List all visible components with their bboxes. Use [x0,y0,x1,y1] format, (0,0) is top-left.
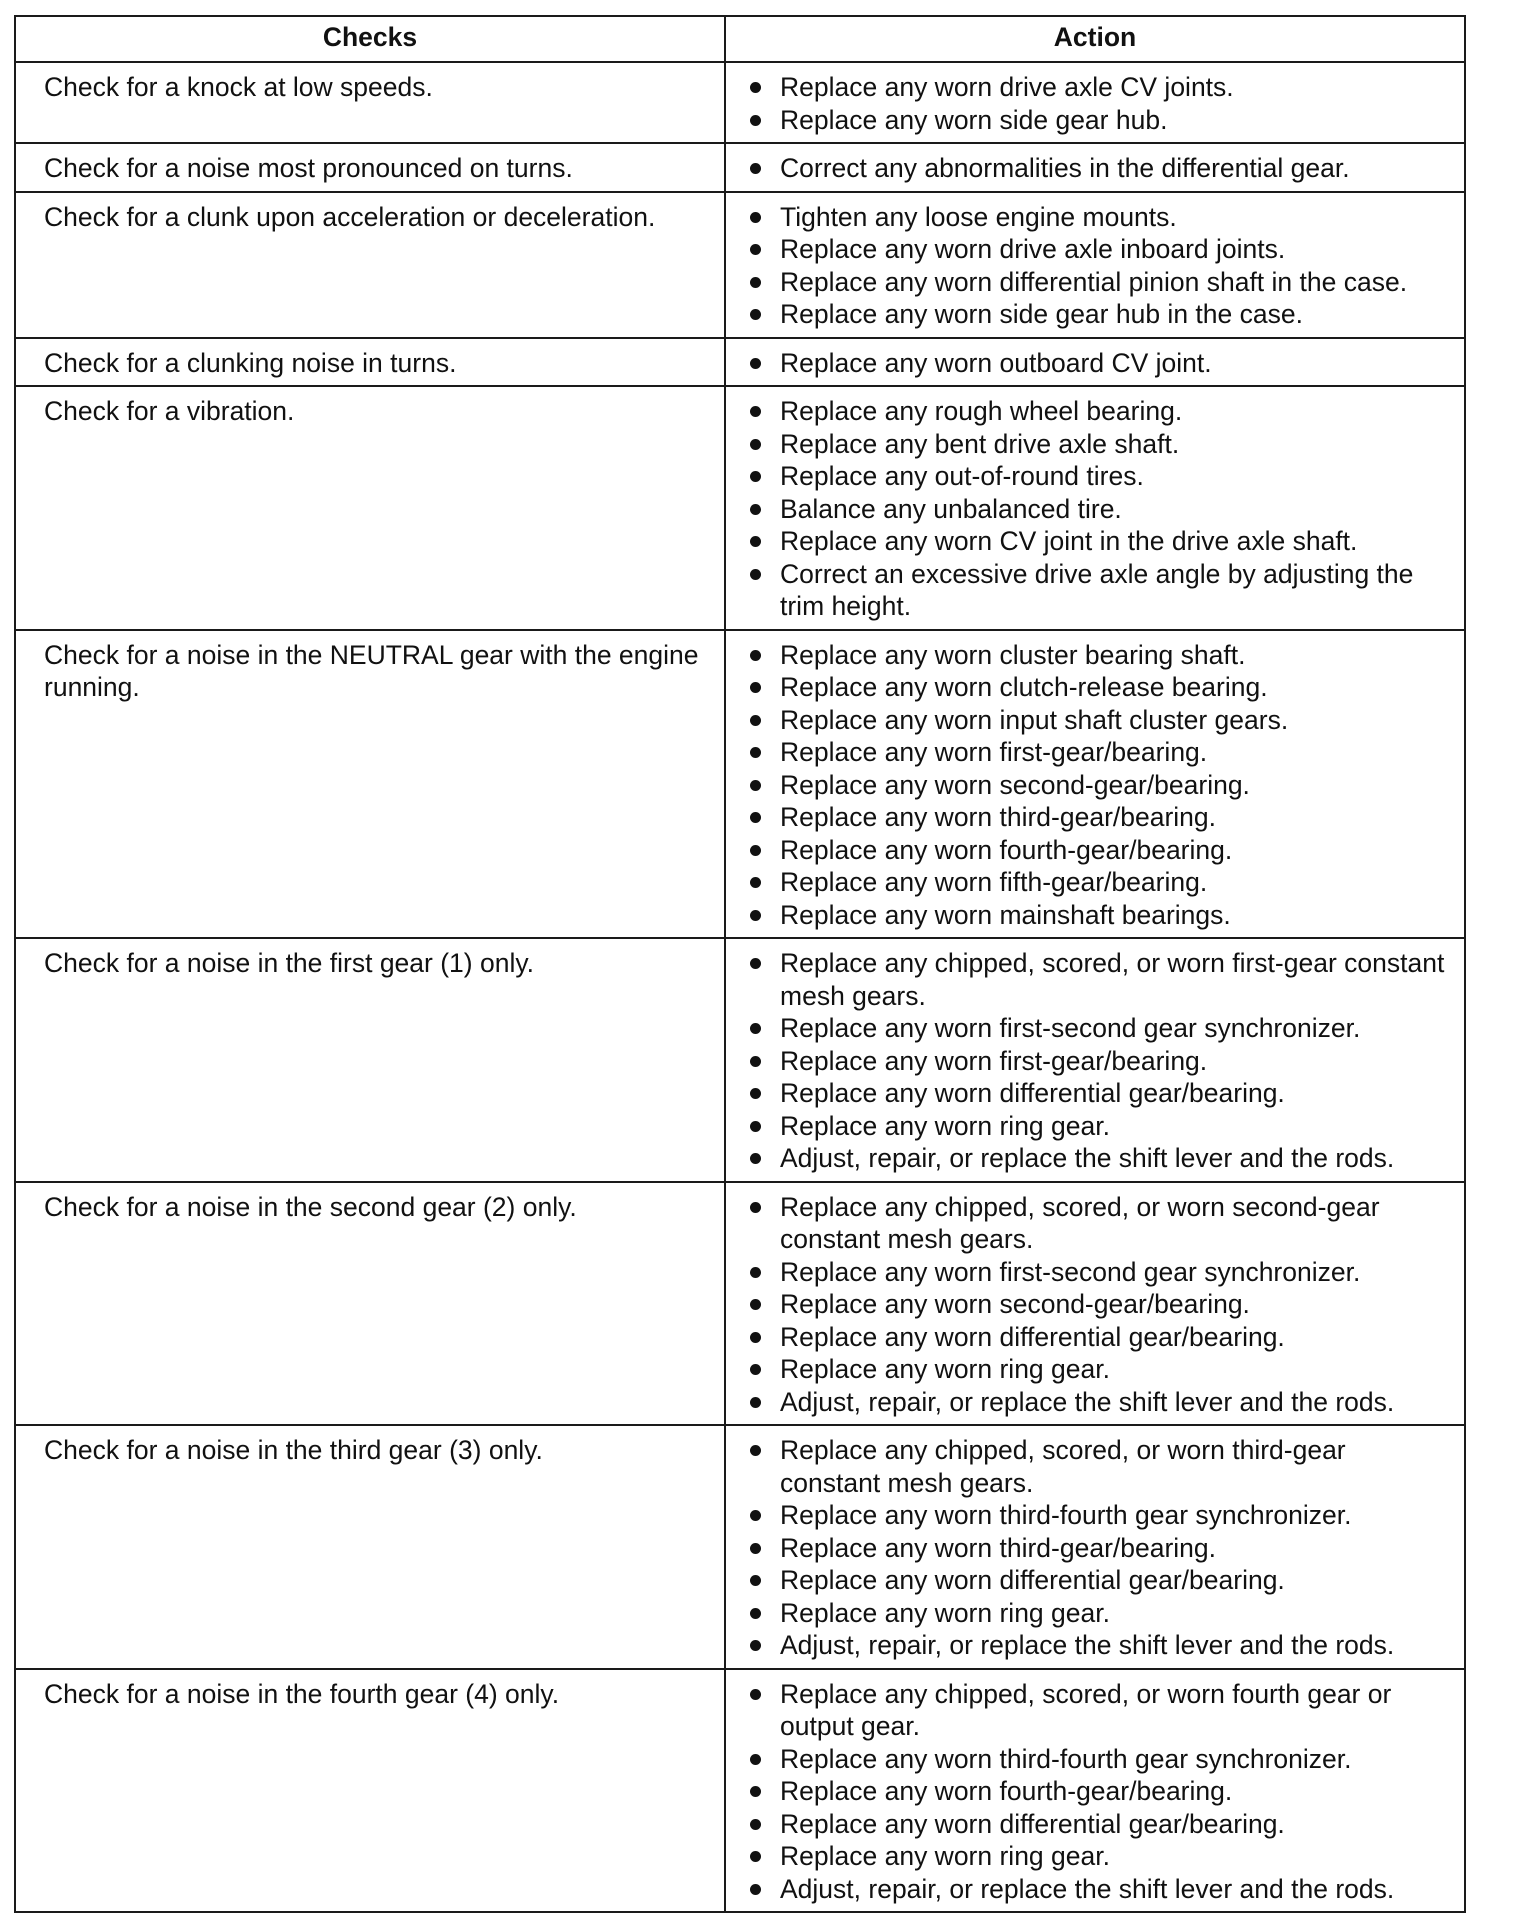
action-item [746,428,1450,461]
bullet-icon [750,1364,761,1375]
table-body [15,62,1465,1912]
table-header [15,16,1465,62]
action-text: Replace any worn drive axle inboard joints. [780,234,1286,264]
action-item [746,1012,1450,1045]
bullet-icon [750,747,761,758]
table-row [15,938,1465,1182]
bullet-icon [750,1332,761,1343]
action-cell [725,1182,1465,1426]
action-item [746,1288,1450,1321]
bullet-icon [750,1121,761,1132]
bullet-icon [750,309,761,320]
action-text: Replace any worn second-gear/bearing. [780,769,1250,800]
action-item [746,347,1450,380]
action-item [746,834,1450,867]
check-cell: Check for a clunk upon acceleration or deceleration. [15,192,725,338]
action-item [746,460,1450,493]
action-item [746,395,1450,428]
action-item [746,1499,1450,1532]
action-item [746,704,1450,737]
action-text: Replace any worn differential gear/bearing. [780,1808,1285,1839]
action-list [746,639,1450,932]
action-cell [725,62,1465,143]
bullet-icon [750,82,761,93]
bullet-icon [750,1543,761,1554]
action-list [746,947,1450,1175]
bullet-icon [750,244,761,255]
action-text: Balance any unbalanced tire. [780,493,1122,524]
bullet-icon [750,812,761,823]
action-item [746,1597,1450,1630]
bullet-icon [750,1851,761,1862]
action-item [746,1629,1450,1662]
bullet-icon [750,536,761,547]
table-row [15,1182,1465,1426]
action-item [746,866,1450,899]
bullet-icon [750,780,761,791]
action-item [746,801,1450,834]
table-row [15,1669,1465,1913]
action-item [746,947,1450,1012]
action-list [746,201,1450,331]
bullet-icon [750,1056,761,1067]
action-item [746,1321,1450,1354]
action-item [746,1434,1450,1499]
action-item [746,1873,1450,1906]
action-item [746,1678,1450,1743]
action-text: Correct an excessive drive axle angle by adjusting the trim height. [780,558,1414,621]
check-cell: Check for a noise in the first gear (1) only. [15,938,725,1182]
action-item [746,266,1450,299]
check-cell: Check for a noise in the third gear (3) only. [15,1425,725,1669]
bullet-icon [750,163,761,174]
action-text: Replace any out-of-round tires. [780,461,1144,491]
action-item [746,1142,1450,1175]
action-cell [725,192,1465,338]
table-row [15,630,1465,939]
action-item [746,1386,1450,1419]
action-text: Replace any worn side gear hub in the case. [780,299,1303,329]
action-list [746,1434,1450,1662]
action-item [746,152,1450,185]
action-text: Replace any worn CV joint in the drive axle shaft. [780,526,1358,556]
table-row [15,192,1465,338]
action-text: Replace any worn differential gear/bearing. [780,1321,1285,1352]
action-text: Replace any worn fourth-gear/bearing. [780,1776,1233,1806]
action-item [746,1256,1450,1289]
bullet-icon [750,1023,761,1034]
action-text: Tighten any loose engine mounts. [780,201,1177,232]
action-item [746,1808,1450,1841]
check-cell: Check for a vibration. [15,386,725,630]
action-text: Replace any worn side gear hub. [780,104,1168,135]
action-item [746,1840,1450,1873]
bullet-icon [750,1819,761,1830]
action-text: Replace any worn first-second gear synchronizer. [780,1256,1361,1287]
action-text: Replace any bent drive axle shaft. [780,428,1180,459]
action-cell [725,938,1465,1182]
action-text: Replace any worn ring gear. [780,1597,1110,1628]
action-item [746,769,1450,802]
bullet-icon [750,358,761,369]
diagnostic-table [14,15,1466,1913]
bullet-icon [750,1884,761,1895]
bullet-icon [750,682,761,693]
action-text: Replace any chipped, scored, or worn third-gear constant mesh gears. [780,1435,1346,1498]
bullet-icon [750,1640,761,1651]
action-text: Replace any worn differential pinion shaft in the case. [780,266,1408,297]
table-row [15,386,1465,630]
action-item [746,201,1450,234]
bullet-icon [750,1689,761,1700]
action-item [746,1775,1450,1808]
action-cell [725,386,1465,630]
action-text: Replace any worn differential gear/bearing. [780,1565,1285,1595]
bullet-icon [750,958,761,969]
action-text: Replace any worn third-gear/bearing. [780,802,1217,832]
check-cell: Check for a noise most pronounced on turns. [15,143,725,192]
action-item [746,525,1450,558]
action-item [746,1532,1450,1565]
check-cell: Check for a noise in the fourth gear (4) only. [15,1669,725,1913]
action-text: Adjust, repair, or replace the shift lever and the rods. [780,1630,1395,1660]
bullet-icon [750,504,761,515]
action-text: Replace any worn first-gear/bearing. [780,737,1208,767]
table-row [15,338,1465,387]
action-text: Replace any worn fifth-gear/bearing. [780,867,1208,897]
bullet-icon [750,277,761,288]
action-text: Replace any worn ring gear. [780,1354,1110,1384]
action-item [746,1353,1450,1386]
bullet-icon [750,715,761,726]
action-text: Replace any worn ring gear. [780,1110,1110,1141]
check-cell: Check for a noise in the NEUTRAL gear with the engine running. [15,630,725,939]
bullet-icon [750,1510,761,1521]
action-item [746,233,1450,266]
action-list [746,395,1450,623]
bullet-icon [750,471,761,482]
bullet-icon [750,1267,761,1278]
action-cell [725,143,1465,192]
action-item [746,1110,1450,1143]
action-item [746,298,1450,331]
action-cell [725,338,1465,387]
action-cell [725,1425,1465,1669]
bullet-icon [750,1299,761,1310]
table-row [15,1425,1465,1669]
bullet-icon [750,877,761,888]
checks-column-header: Checks [15,16,725,62]
action-text: Adjust, repair, or replace the shift lever and the rods. [780,1873,1395,1904]
action-text: Replace any worn first-gear/bearing. [780,1045,1208,1076]
bullet-icon [750,115,761,126]
check-cell: Check for a knock at low speeds. [15,62,725,143]
action-item [746,1191,1450,1256]
bullet-icon [750,406,761,417]
action-text: Replace any worn input shaft cluster gears. [780,704,1289,735]
action-text: Adjust, repair, or replace the shift lever and the rods. [780,1143,1395,1173]
action-column-header: Action [725,16,1465,62]
bullet-icon [750,845,761,856]
action-text: Replace any worn first-second gear synchronizer. [780,1013,1361,1043]
action-list [746,71,1450,136]
action-item [746,558,1450,623]
action-text: Replace any chipped, scored, or worn first-gear constant mesh gears. [780,948,1445,1011]
action-item [746,1077,1450,1110]
action-text: Replace any worn mainshaft bearings. [780,899,1231,930]
action-text: Adjust, repair, or replace the shift lever and the rods. [780,1386,1395,1417]
action-item [746,671,1450,704]
bullet-icon [750,1575,761,1586]
bullet-icon [750,910,761,921]
action-text: Replace any worn outboard CV joint. [780,347,1212,378]
action-list [746,347,1450,380]
action-item [746,493,1450,526]
action-cell [725,630,1465,939]
action-item [746,736,1450,769]
action-text: Replace any worn clutch-release bearing. [780,672,1268,702]
bullet-icon [750,569,761,580]
bullet-icon [750,1088,761,1099]
table-row [15,143,1465,192]
check-cell: Check for a clunking noise in turns. [15,338,725,387]
action-text: Replace any worn ring gear. [780,1841,1110,1871]
action-text: Replace any worn fourth-gear/bearing. [780,834,1233,865]
bullet-icon [750,1153,761,1164]
bullet-icon [750,212,761,223]
bullet-icon [750,1445,761,1456]
bullet-icon [750,1608,761,1619]
action-text: Replace any worn cluster bearing shaft. [780,639,1246,670]
action-item [746,1564,1450,1597]
action-cell [725,1669,1465,1913]
check-cell: Check for a noise in the second gear (2) only. [15,1182,725,1426]
action-text: Replace any worn third-gear/bearing. [780,1532,1217,1563]
action-text: Replace any worn third-fourth gear synchronizer. [780,1743,1352,1774]
action-text: Replace any rough wheel bearing. [780,396,1183,426]
action-text: Replace any chipped, scored, or worn second-gear constant mesh gears. [780,1191,1380,1254]
action-text: Replace any worn drive axle CV joints. [780,72,1234,102]
action-text: Replace any worn second-gear/bearing. [780,1289,1250,1319]
action-text: Replace any chipped, scored, or worn fourth gear or output gear. [780,1678,1392,1741]
action-item [746,71,1450,104]
bullet-icon [750,1202,761,1213]
action-text: Replace any worn third-fourth gear synchronizer. [780,1500,1352,1530]
action-list [746,1191,1450,1419]
action-item [746,104,1450,137]
action-text: Replace any worn differential gear/bearing. [780,1078,1285,1108]
bullet-icon [750,1397,761,1408]
bullet-icon [750,1754,761,1765]
action-list [746,152,1450,185]
action-item [746,899,1450,932]
action-text: Correct any abnormalities in the differential gear. [780,153,1350,183]
action-item [746,1743,1450,1776]
bullet-icon [750,650,761,661]
header-row [15,16,1465,62]
action-item [746,1045,1450,1078]
table-row [15,62,1465,143]
bullet-icon [750,1786,761,1797]
action-item [746,639,1450,672]
action-list [746,1678,1450,1906]
bullet-icon [750,439,761,450]
